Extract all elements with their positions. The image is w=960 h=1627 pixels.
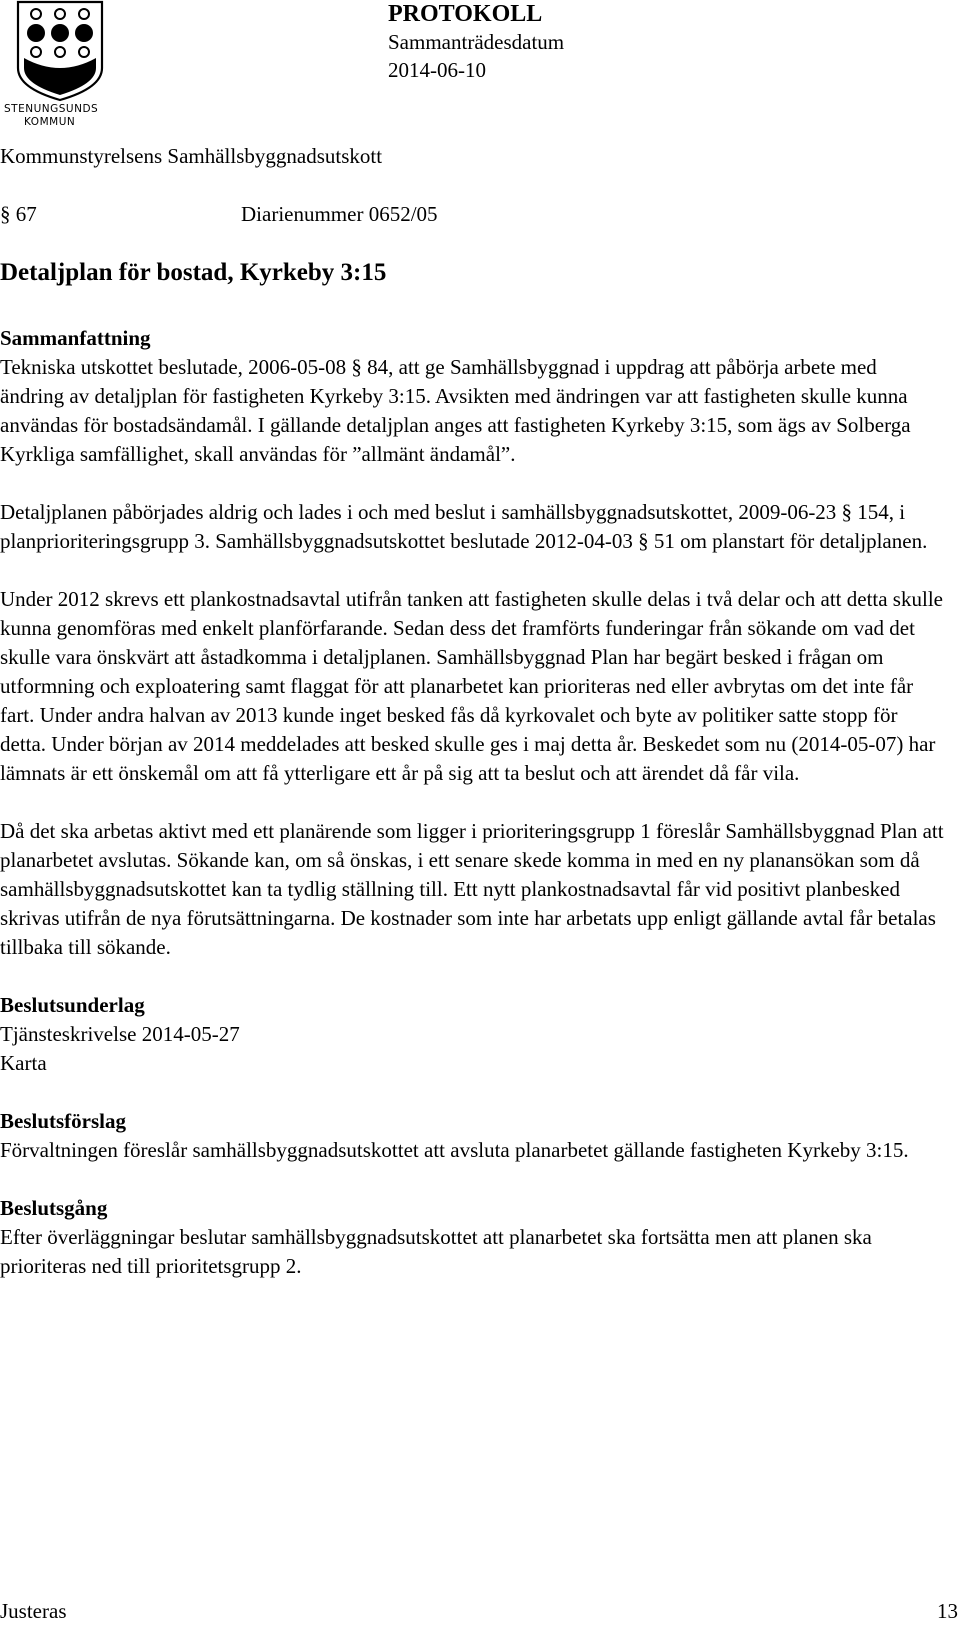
diary-number: Diarienummer 0652/05 [241, 202, 438, 226]
basis-item: Karta [0, 1051, 47, 1075]
case-title: Detaljplan för bostad, Kyrkeby 3:15 [0, 259, 387, 286]
basis-item: Tjänsteskrivelse 2014-05-27 [0, 1022, 240, 1046]
summary-heading: Sammanfattning [0, 326, 151, 350]
coat-of-arms-icon [2, 0, 120, 128]
logo-text-line1: STENUNGSUNDS [4, 103, 99, 115]
procedure-heading: Beslutsgång [0, 1196, 108, 1220]
meeting-date-label: Sammanträdesdatum [388, 30, 565, 54]
document-type: PROTOKOLL [388, 1, 543, 27]
section-number: § 67 [0, 202, 37, 226]
summary-paragraph: Då det ska arbetas aktivt med ett planärende som ligger i prioriteringsgrupp 1 föreslår Samhällsbyggnad Plan att planarbetet avslutas. Sökande kan, om så önskas, i ett senare skede komma in med en ny planansökan som då samhällsbyggnadsutskottet kan ta tydlig ställning till. Ett nytt plankostnadsavtal får vid positivt planbesked skrivas utifrån de nya förutsättningarna. De kostnader som inte har arbetats upp enligt gällande avtal får betalas tillbaka till sökande. [0, 819, 944, 959]
basis-heading: Beslutsunderlag [0, 993, 145, 1017]
proposal-text: Förvaltningen föreslår samhällsbyggnadsutskottet att avsluta planarbetet gällande fastigheten Kyrkeby 3:15. [0, 1138, 909, 1162]
footer-justeras: Justeras [0, 1599, 67, 1623]
committee-name: Kommunstyrelsens Samhällsbyggnadsutskott [0, 144, 383, 168]
document-header [388, 0, 564, 84]
municipality-logo [2, 0, 120, 128]
page-number: 13 [937, 1599, 958, 1623]
logo-text-line2: KOMMUN [24, 116, 76, 128]
meeting-date: 2014-06-10 [388, 58, 486, 82]
summary-paragraph: Tekniska utskottet beslutade, 2006-05-08 § 84, att ge Samhällsbyggnad i uppdrag att påbörja arbete med ändring av detaljplan för fastigheten Kyrkeby 3:15. Avsikten med ändringen var att fastigheten skulle kunna användas för bostadsändamål. I gällande detaljplan anges att fastigheten Kyrkeby 3:15, som ägs av Solberga Kyrkliga samfällighet, skall användas för ”allmänt ändamål”. [0, 355, 911, 466]
proposal-heading: Beslutsförslag [0, 1109, 126, 1133]
document-body [0, 324, 945, 1310]
procedure-text: Efter överläggningar beslutar samhällsbyggnadsutskottet att planarbetet ska fortsätta men att planen ska prioriteras ned till prioritetsgrupp 2. [0, 1225, 872, 1278]
summary-paragraph: Under 2012 skrevs ett plankostnadsavtal utifrån tanken att fastigheten skulle delas i två delar och att detta skulle kunna genomföras med enkelt planförfarande. Sedan dess det framförts funderingar från sökande om vad det skulle vara önskvärt att åstadkomma i detaljplanen. Samhällsbyggnad Plan har begärt besked i frågan om utformning och exploatering samt flaggat för att planarbetet kan prioriteras ned eller avbrytas om det inte får fart. Under andra halvan av 2013 kunde inget besked fås då kyrkovalet och byte av politiker satte stopp för detta. Under början av 2014 meddelades att besked skulle ges i maj detta år. Beskedet som nu (2014-05-07) har lämnats är ett önskemål om att få ytterligare ett år på sig att ta beslut och att ärendet då får vila. [0, 587, 943, 785]
summary-paragraph: Detaljplanen påbörjades aldrig och lades i och med beslut i samhällsbyggnadsutskottet, 2009-06-23 § 154, i planprioriteringsgrupp 3. Samhällsbyggnadsutskottet beslutade 2012-04-03 § 51 om planstart för detaljplanen. [0, 500, 928, 553]
